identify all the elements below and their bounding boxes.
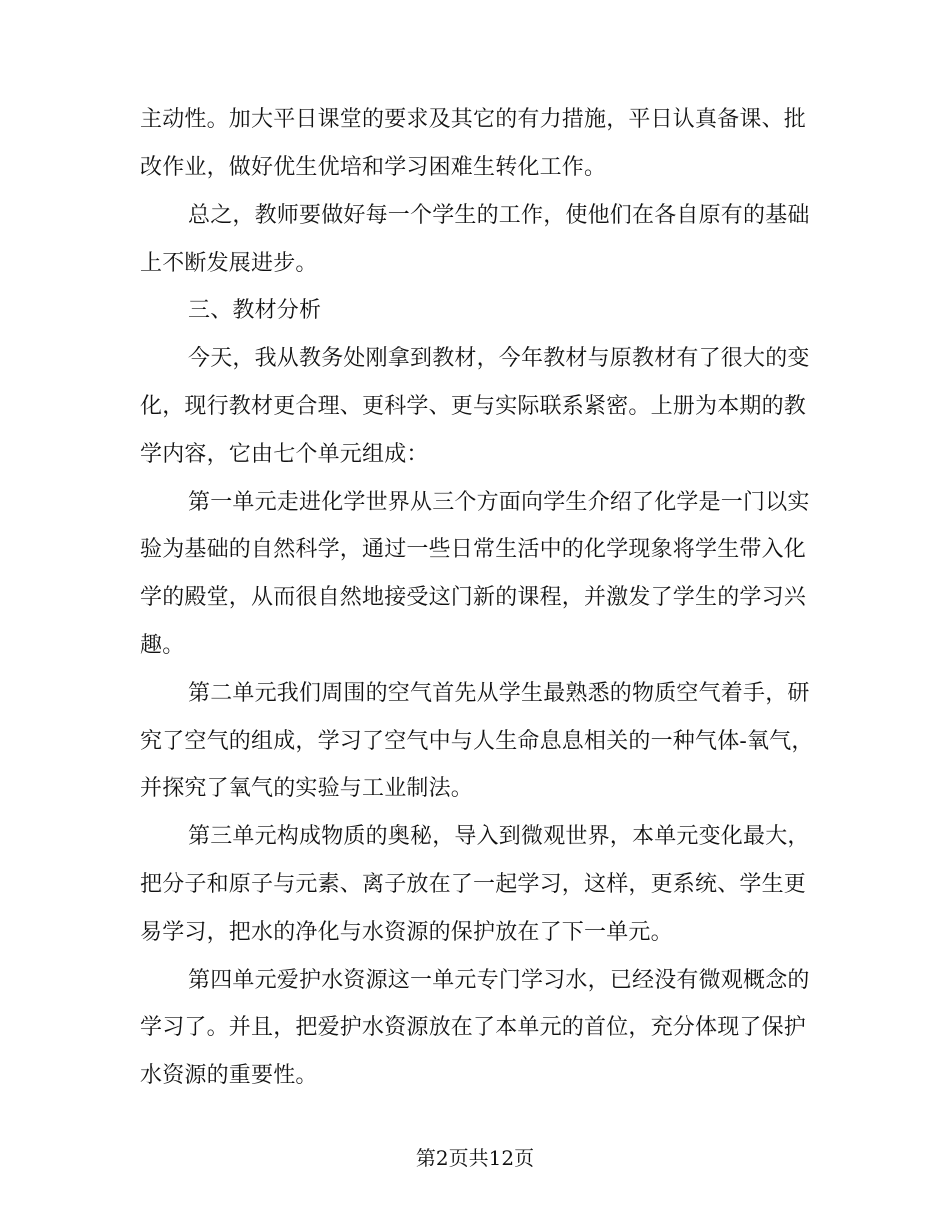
text-line: 学习了。并且，把爱护水资源放在了本单元的首位，充分体现了保护	[140, 1015, 807, 1040]
text-line: 第三单元构成物质的奥秘，导入到微观世界，本单元变化最大，	[188, 824, 810, 849]
text-line: 第一单元走进化学世界从三个方面向学生介绍了化学是一门以实	[188, 490, 810, 515]
text-line: 把分子和原子与元素、离子放在了一起学习，这样，更系统、学生更	[140, 872, 807, 897]
text-line: 趣。	[140, 633, 185, 658]
text-line: 今天，我从教务处刚拿到教材，今年教材与原教材有了很大的变	[188, 346, 810, 371]
text-line: 主动性。加大平日课堂的要求及其它的有力措施，平日认真备课、批	[140, 107, 807, 132]
text-line: 水资源的重要性。	[140, 1063, 318, 1088]
text-line: 学内容，它由七个单元组成：	[140, 442, 429, 467]
text-line: 第四单元爱护水资源这一单元专门学习水，已经没有微观概念的	[188, 968, 810, 993]
text-line: 上不断发展进步。	[140, 251, 318, 276]
text-line: 化，现行教材更合理、更科学、更与实际联系紧密。上册为本期的教	[140, 394, 807, 419]
text-line: 验为基础的自然科学，通过一些日常生活中的化学现象将学生带入化	[140, 537, 807, 562]
page-number: 第2页共12页	[415, 1146, 535, 1170]
text-line: 究了空气的组成，学习了空气中与人生命息息相关的一种气体-氧气，	[140, 729, 814, 754]
text-line: 学的殿堂，从而很自然地接受这门新的课程，并激发了学生的学习兴	[140, 585, 807, 610]
text-line: 并探究了氧气的实验与工业制法。	[140, 776, 474, 801]
text-line: 总之，教师要做好每一个学生的工作，使他们在各自原有的基础	[188, 203, 810, 228]
text-line: 改作业，做好优生优培和学习困难生转化工作。	[140, 155, 607, 180]
text-line: 易学习，把水的净化与水资源的保护放在了下一单元。	[140, 920, 673, 945]
text-line: 第二单元我们周围的空气首先从学生最熟悉的物质空气着手，研	[188, 681, 810, 706]
section-heading: 三、教材分析	[188, 298, 322, 323]
